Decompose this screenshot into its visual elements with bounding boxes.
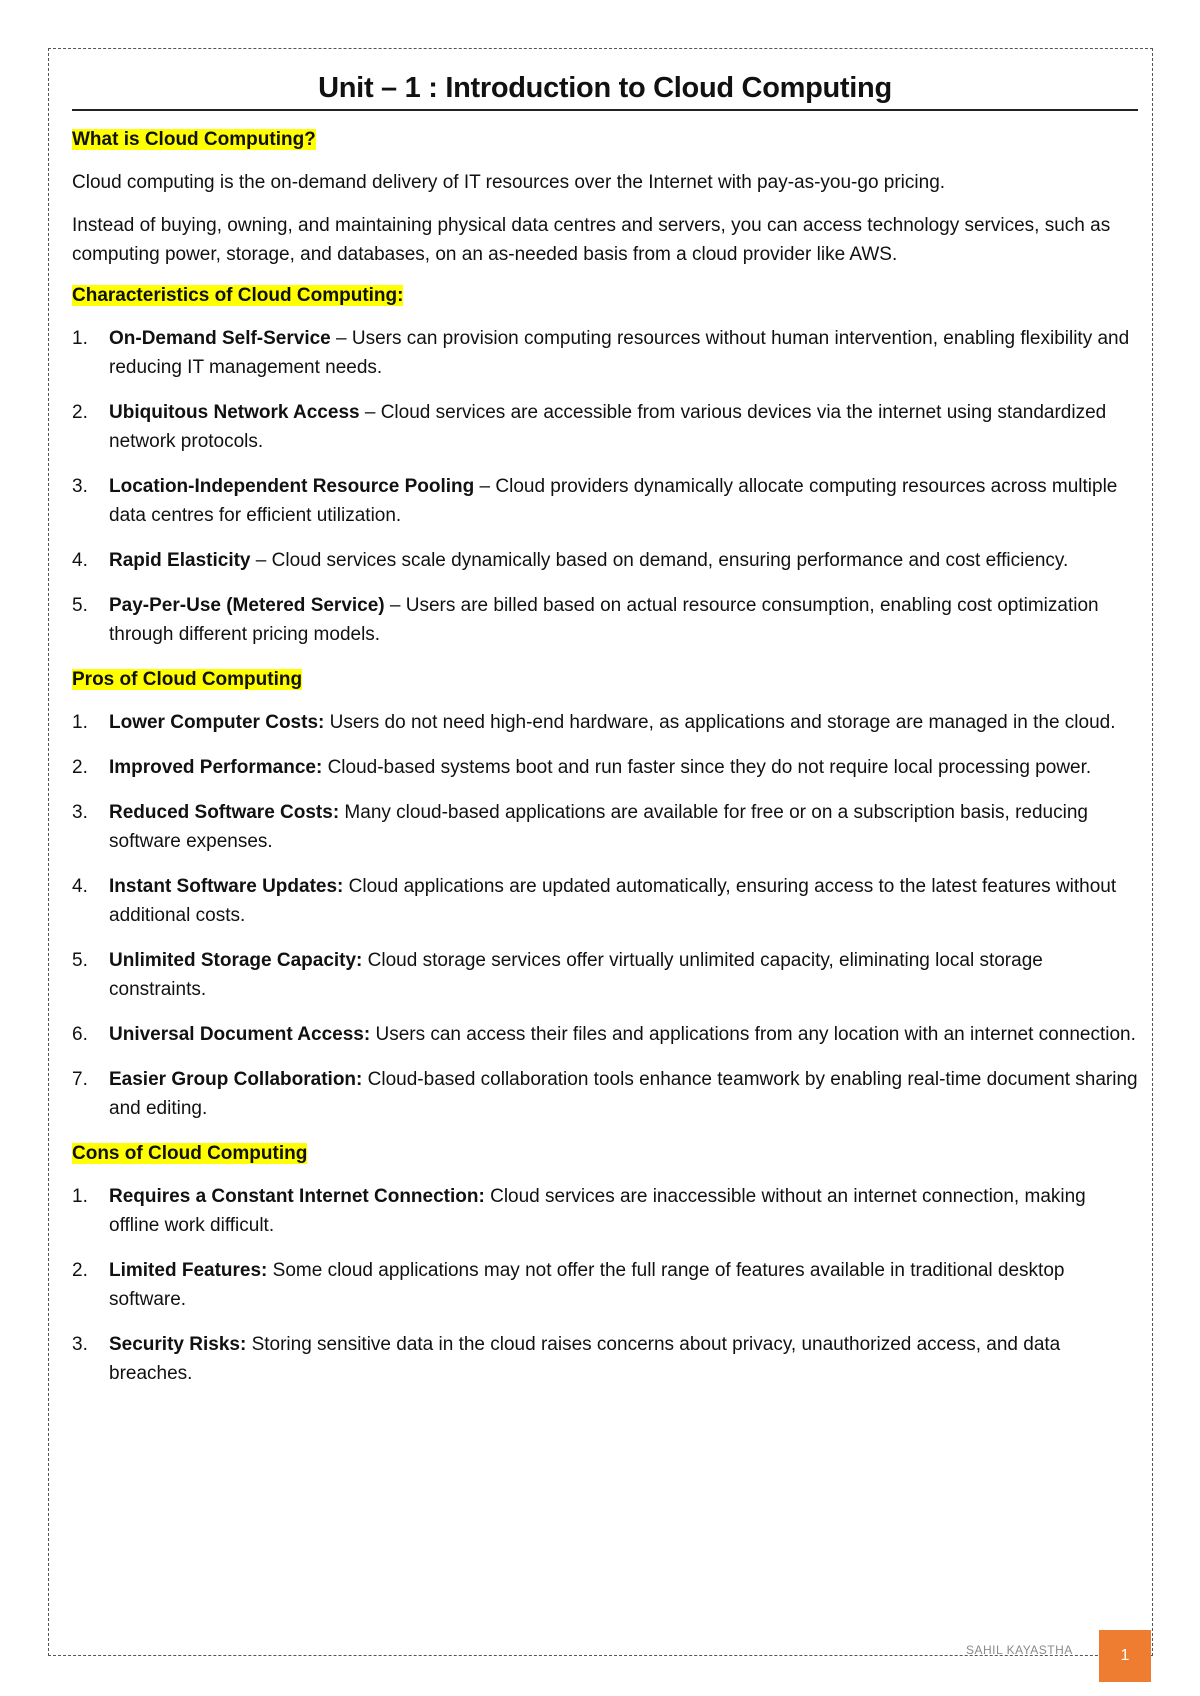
list-item <box>72 591 1138 649</box>
list-item <box>72 546 1138 575</box>
item-text: – Cloud providers dynamically allocate computing resources across multiple data centres for efficient utilization. <box>109 476 1118 526</box>
item-number: 6. <box>72 1024 88 1045</box>
list-item <box>72 1330 1138 1388</box>
item-term: On-Demand Self-Service <box>109 328 331 349</box>
item-text: – Users can provision computing resources without human intervention, enabling flexibility and reducing IT management needs. <box>109 328 1130 378</box>
item-body <box>109 798 1138 856</box>
list-item <box>72 1256 1138 1314</box>
pros-list <box>72 708 1138 1123</box>
item-body <box>109 946 1138 1004</box>
list-item <box>72 872 1138 930</box>
cons-heading <box>72 1139 1138 1168</box>
item-number: 4. <box>72 876 88 897</box>
item-text: Storing sensitive data in the cloud raises concerns about privacy, unauthorized access, and data breaches. <box>109 1334 1061 1384</box>
what-is-heading <box>72 125 1138 154</box>
item-body <box>109 398 1138 456</box>
item-body <box>109 1330 1138 1388</box>
list-item <box>72 798 1138 856</box>
item-number: 7. <box>72 1069 88 1090</box>
item-text: – Cloud services scale dynamically based on demand, ensuring performance and cost efficiency. <box>250 550 1069 571</box>
item-term: Lower Computer Costs: <box>109 712 325 733</box>
item-body <box>109 1256 1138 1314</box>
list-item <box>72 708 1138 737</box>
list-item <box>72 472 1138 530</box>
item-number: 1. <box>72 1186 88 1207</box>
item-term: Reduced Software Costs: <box>109 802 340 823</box>
item-text: Many cloud-based applications are available for free or on a subscription basis, reducing software expenses. <box>109 802 1088 852</box>
item-term: Pay-Per-Use (Metered Service) <box>109 595 385 616</box>
item-text: Some cloud applications may not offer the full range of features available in traditional desktop software. <box>109 1260 1065 1310</box>
item-term: Requires a Constant Internet Connection: <box>109 1186 485 1207</box>
item-term: Limited Features: <box>109 1260 268 1281</box>
characteristics-list <box>72 324 1138 649</box>
item-text: Users do not need high-end hardware, as applications and storage are managed in the cloud. <box>324 712 1116 733</box>
document-content <box>72 72 1138 1404</box>
item-text: Cloud-based systems boot and run faster since they do not require local processing power. <box>322 757 1092 778</box>
item-body <box>109 872 1138 930</box>
pros-heading-text: Pros of Cloud Computing <box>72 669 303 690</box>
item-number: 5. <box>72 950 88 971</box>
item-text: Cloud applications are updated automatically, ensuring access to the latest features without additional costs. <box>109 876 1117 926</box>
item-term: Easier Group Collaboration: <box>109 1069 363 1090</box>
item-number: 4. <box>72 550 88 571</box>
list-item <box>72 753 1138 782</box>
item-body <box>109 1182 1138 1240</box>
item-term: Instant Software Updates: <box>109 876 344 897</box>
item-text: – Cloud services are accessible from various devices via the internet using standardized network protocols. <box>109 402 1107 452</box>
item-body <box>109 1065 1138 1123</box>
item-number: 3. <box>72 802 88 823</box>
item-number: 1. <box>72 712 88 733</box>
item-number: 3. <box>72 1334 88 1355</box>
characteristics-heading-text: Characteristics of Cloud Computing: <box>72 285 404 306</box>
cons-list <box>72 1182 1138 1388</box>
page-title: Unit – 1 : Introduction to Cloud Computing <box>72 72 1138 111</box>
item-term: Unlimited Storage Capacity: <box>109 950 363 971</box>
page-number-badge: 1 <box>1099 1630 1151 1682</box>
item-body <box>109 472 1138 530</box>
item-number: 2. <box>72 757 88 778</box>
item-term: Improved Performance: <box>109 757 323 778</box>
item-number: 3. <box>72 476 88 497</box>
item-text: Cloud services are inaccessible without an internet connection, making offline work difficult. <box>109 1186 1086 1236</box>
item-text: Cloud storage services offer virtually unlimited capacity, eliminating local storage constraints. <box>109 950 1043 1000</box>
item-text: Cloud-based collaboration tools enhance teamwork by enabling real-time document sharing and editing. <box>109 1069 1138 1119</box>
pros-heading <box>72 665 1138 694</box>
item-number: 2. <box>72 1260 88 1281</box>
item-body <box>109 753 1138 782</box>
item-term: Universal Document Access: <box>109 1024 371 1045</box>
item-text: Users can access their files and applications from any location with an internet connection. <box>370 1024 1136 1045</box>
item-body <box>109 1020 1138 1049</box>
list-item <box>72 946 1138 1004</box>
list-item <box>72 324 1138 382</box>
item-number: 1. <box>72 328 88 349</box>
item-text: – Users are billed based on actual resource consumption, enabling cost optimization through different pricing models. <box>109 595 1099 645</box>
item-body <box>109 708 1138 737</box>
item-number: 2. <box>72 402 88 423</box>
item-term: Rapid Elasticity <box>109 550 251 571</box>
characteristics-heading <box>72 281 1138 310</box>
list-item <box>72 1020 1138 1049</box>
list-item <box>72 1182 1138 1240</box>
item-term: Location-Independent Resource Pooling <box>109 476 475 497</box>
item-term: Security Risks: <box>109 1334 247 1355</box>
item-body <box>109 591 1138 649</box>
list-item <box>72 1065 1138 1123</box>
what-is-heading-text: What is Cloud Computing? <box>72 129 316 150</box>
item-body <box>109 324 1138 382</box>
item-number: 5. <box>72 595 88 616</box>
paragraph: Instead of buying, owning, and maintaining physical data centres and servers, you can access technology services, such as computing power, storage, and databases, on an as-needed basis from a cloud provider like AWS. <box>72 215 1111 265</box>
footer-author: SAHIL KAYASTHA <box>966 1643 1073 1657</box>
cons-heading-text: Cons of Cloud Computing <box>72 1143 308 1164</box>
item-body <box>109 546 1138 575</box>
list-item <box>72 398 1138 456</box>
item-term: Ubiquitous Network Access <box>109 402 360 423</box>
paragraph: Cloud computing is the on-demand delivery of IT resources over the Internet with pay-as-you-go pricing. <box>72 172 946 193</box>
